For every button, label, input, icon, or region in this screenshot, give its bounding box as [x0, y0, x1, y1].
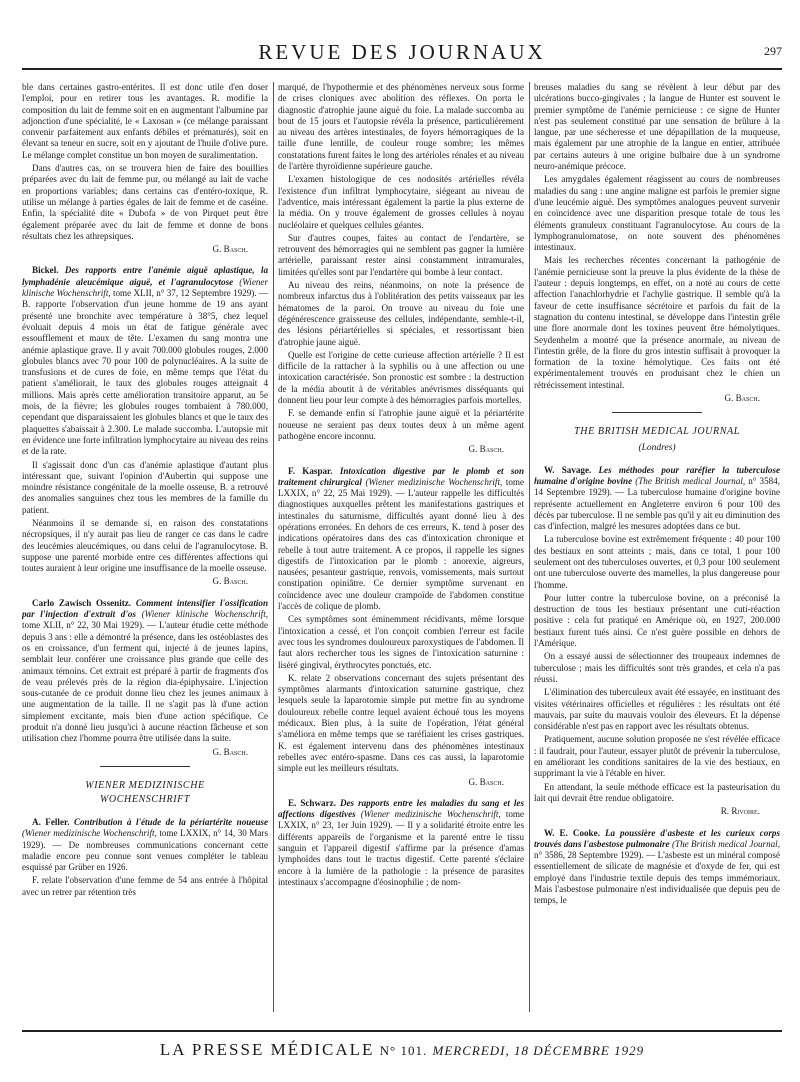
footer-issue-number: N° 101.: [379, 1043, 428, 1058]
footer-rule: [22, 1030, 782, 1032]
section-rule: [612, 412, 702, 413]
abstract-entry: [534, 465, 780, 533]
journal-heading: [22, 779, 268, 807]
abstract-entry: [22, 817, 268, 873]
entry-source: (Wiener klinische Wochenschrift,: [22, 276, 268, 299]
abstract-entry: [278, 466, 524, 613]
column-left: [22, 82, 268, 1022]
page-footer: [22, 1040, 782, 1060]
paragraph: On a essayé aussi de sélectionner des troupeaux indemnes de tuberculose ; mais les difficultés sont très grandes, et cela n'a pas réussi.: [534, 651, 780, 684]
journal-location: (Londres): [638, 443, 676, 454]
paragraph: marqué, de l'hypothermie et des phénomènes nerveux sous forme de crises cloniques avec abolition des réflexes. On porta le diagnostic d'atrophie jaune aiguë du foie. La malade succomba au bout de 15 jours et l'autopsie révéla la présence, particulièrement au niveau des artères intestinales, de foyers hémorragiques de la taille d'une lentille, de couleur rouge sombre; les mêmes constatations furent faites le long des artérioles rénales et au niveau de l'artère thyroïdienne supérieure gauche.: [278, 82, 524, 172]
paragraph: Quelle est l'origine de cette curieuse affection artérielle ? Il est difficile de la rattacher à la syphilis ou à une affection ou une intoxication caractérisée. Son pronostic est sombre : la destruction de la média aboutit à de véritables anévrismes disséquants qui donnent lieu pour leur compte à des hémorragies parfois mortelles.: [278, 349, 524, 406]
paragraph: Pour lutter contre la tuberculose bovine, on a préconisé la destruction de tous les bestiaux présentant une cuti-réaction positive : cela fut pratiqué en Amérique où, en 1927, 200.000 bestiaux furent tués ainsi. Ce n'est guère possible en dehors de l'Amérique.: [534, 592, 780, 649]
entry-source: (Wiener medizinische Wochenschrift,: [360, 809, 501, 820]
entry-author: F. Kaspar.: [288, 465, 333, 476]
paragraph: Mais les recherches récentes concernant la pathogénie de l'anémie pernicieuse sont la preuve la plus évidente de la thèse de l'auteur : depuis longtemps, en effet, on a noté au cours de cette affection l'anachlorhydrie et l'achylie gastrique. Il semble qu'à la faveur de cette insuffisance sécrétoire et parfois du fait de la stagnation du contenu intestinal, se développe dans l'intestin grêle une flore anormale dont les toxines peuvent être hémolytiques. Seydenhelm a montré que la présence anormale, au niveau de l'intestin grêle, de la flore du gros intestin suffisait à provoquer la formation de la toxine hémolytique. Ces faits ont été expérimentalement trouvés en produisant chez le chien un rétrécissement intestinal.: [534, 255, 780, 390]
paragraph: K. relate 2 observations concernant des sujets présentant des symptômes alarmants d'intoxication saturnine gastrique, chez lesquels seule la laparotomie simple put mettre fin au syndrome douloureux rebelle contre lequel avaient échoué tous les moyens médicaux. Bien plus, à la suite de l'opération, l'état général s'améliora en même temps que se raréfiaient les crises gastriques. K. est également intervenu dans des phénomènes intestinaux rebelles avec entéro-spasme. Dans ces cas aussi, la laparotomie simple eut les meilleurs résultats.: [278, 672, 524, 774]
entry-title: Des rapports entre l'anémie aiguë aplastique, la lymphadénie aleucémique aiguë, et l'agranulocytose: [22, 265, 268, 287]
entry-title: La poussière d'asbeste et les curieux corps trouvés dans l'asbestose pulmonaire: [534, 827, 780, 849]
journal-page: [22, 0, 782, 1082]
abstract-entry: [278, 798, 524, 888]
signature: G. Basch.: [212, 746, 248, 757]
page-number: 297: [764, 44, 782, 58]
entry-text: tome LXXIX, n° 23, 1er Juin 1929). — Il y a solidarité étroite entre les différents appareils de l'organisme et la parenté entre le tissu sanguin et l'appareil digestif s'affirme par la présence d'amas lymphoïdes dans tout le tractus digestif. Cette parenté s'éclaire encore à la lumière de la pathologie : la présence de parasites intestinaux s'accompagne d'éosinophilie ; de nom-: [278, 809, 524, 887]
signature: G. Basch.: [212, 244, 248, 255]
section-rule: [100, 766, 190, 767]
journal-heading: THE BRITISH MEDICAL JOURNAL: [574, 426, 740, 438]
entry-source: (The British medical Journal,: [671, 838, 780, 849]
entry-source: (Wiener medizinische Wochenschrift,: [22, 828, 157, 839]
column-divider: [529, 82, 530, 1012]
column-right: [534, 82, 780, 1022]
paragraph: ble dans certaines gastro-entérites. Il est donc utile d'en doser l'emploi, pour en retirer tous les avantages. R. modifie la composition du lait de femme soit en en augmentant l'albumine par adjonction d'une spécialité, le « Laxosan » (ce mélange paraissant convenir parfaitement aux enfants débiles et prématurés), soit en élevant sa teneur en sucre, soit en y ajoutant de l'huile d'olive pure. Le mélange complet constitue un bon moyen de suralimentation.: [22, 82, 268, 160]
abstract-entry: [22, 265, 268, 457]
paragraph: L'examen histologique de ces nodosités artérielles révéla l'existence d'un infiltrat lymphocytaire, siégeant au niveau de l'adventice, mais intéressant également la partie la plus externe de la média. On y trouve également de grosses cellules à noyau nucléolaire et quelques cellules géantes.: [278, 174, 524, 230]
signature: R. Rivoire.: [720, 806, 760, 817]
paragraph: En attendant, la seule méthode efficace est la pasteurisation du lait qui devrait être rendue obligatoire.: [534, 781, 780, 803]
column-middle: [278, 82, 524, 1022]
paragraph: La tuberculose bovine est extrêmement fréquente : 40 pour 100 des bestiaux en sont atteints ; mais, dans ce total, 1 pour 100 seulement ont des tuberculoses ouvertes, et 0,3 pour 100 seulement ont une tuberculose ouverte des mamelles, la plus dangereuse pour l'homme.: [534, 534, 780, 590]
entry-author: Bickel.: [32, 265, 59, 276]
footer-journal: LA PRESSE MÉDICALE: [159, 1040, 375, 1059]
entry-author: A. Feller.: [32, 816, 70, 827]
entry-title: Des rapports entre les maladies du sang et les affections digestives: [278, 797, 524, 820]
entry-text: n° 3586, 28 Septembre 1929). — L'asbeste est un minéral composé essentiellement de silicate de magnésie et d'oxyde de fer, qui est employé dans l'industrie textile depuis des temps immémoriaux. Mais l'asbestose pulmonaire n'est individualisée que depuis peu de temps, le: [534, 850, 780, 906]
paragraph: breuses maladies du sang se révèlent à leur début par des ulcérations bucco-gingivales ; la langue de Hunter est souvent le premier symptôme de l'anémie pernicieuse : ce signe de Hunter n'est pas seulement constitué par une sensation de brûlure à la langue, par une sécheresse et une dépapillation de la muqueuse, mais également par une atrophie de la langue en entier, attribuée par certains auteurs à une origine bulbaire due à un syndrome neuro-anémique précoce.: [534, 82, 780, 172]
entry-title: Les méthodes pour raréfier la tuberculose humaine d'origine bovine: [534, 464, 780, 486]
abstract-entry: [22, 598, 268, 745]
entry-text: tome XLII, n° 37, 12 Septembre 1929). — B. rapporte l'observation d'un jeune homme de 19 ans ayant présenté une bronchite avec température à 38°5, chez lequel évoluait depuis 4 mois un état de fatigue générale avec essoufflement et maux de tête. L'examen du sang montra une anémie aplastique grave. Il y avait 700.000 globules rouges, 2.000 globules blancs avec 70 pour 100 de polynucléaires. A la suite de transfusions et de cures de foie, en même temps que l'état du patient s'améliorait, le taux des globules rouges atteignait 4 millions. Mais après cette amélioration transitoire apparut, au 5e mois, de la fièvre; les globules rouges tombaient à 780.000, cependant que disparaissaient les globules blancs et que le taux des plaquettes s'abaissait à 2.300. Le malade succomba. L'autopsie mit en évidence une forte infiltration lymphocytaire au niveau des reins et de la rate.: [22, 288, 268, 457]
entry-text: tome LXXIX, n° 14, 30 Mars 1929). — De nombreuses communications concernant cette maladie encore peu connue sont venues compléter le tableau esquissé par Grüber en 1926.: [22, 828, 268, 873]
paragraph: Au niveau des reins, néanmoins, on note la présence de nombreux infarctus dus à l'oblitération des petits vaisseaux par les hématomes de la paroi. On trouve au niveau du foie une dégénérescence graisseuse des cellules, indépendante, semble-t-il, des lésions périartérielles si spéciales, et ressortissant bien d'atrophie jaune aiguë.: [278, 280, 524, 347]
signature: G. Basch.: [468, 776, 504, 787]
entry-author: W. E. Cooke.: [544, 827, 600, 838]
entry-text: tome XLII, n° 22, 30 Mai 1929). — L'auteur étudie cette méthode depuis 3 ans : elle a démontré la présence, dans les ostéoblastes des os en croissance, d'un ferment qui, injecté à de jeunes lapins, semblait leur conférer une croissance plus grande que celle des animaux témoins. Cet extrait est préparé à partir de fragments d'os de veau prélevés près de la région dia-épiphysaire. L'injection sous-cutanée de ce produit donne lieu chez les jeunes animaux à une augmentation de la taille. Il ne s'agit pas là d'une action simplement excitante, mais bien d'une action spécifique. Ce produit n'a donné lieu jusqu'ici à aucune réaction fâcheuse et son utilisation chez l'homme pourra être utilisée dans la suite.: [22, 620, 268, 744]
entry-text: n° 3584, 14 Septembre 1929). — La tuberculose humaine d'origine bovine représente actuellement en Angleterre environ 6 pour 100 des décès par tuberculose. Il ne semble pas qu'il y ait eu diminution des cas d'infection, malgré les mesures adoptées dans ce but.: [534, 475, 780, 532]
entry-author: W. Savage.: [544, 464, 592, 475]
signature: G. Basch.: [468, 444, 504, 455]
paragraph: Dans d'autres cas, on se trouvera bien de faire des bouillies préparées avec du lait de femme pur, ou mélangé au lait de vache en proportions variables; dans certains cas d'entéro-toxique, R. utilise un mélange à parties égales de lait de femme et de caséine. Enfin, la spécialité dite « Dubofa » de von Pirquet peut être également préparée avec du lait de femme et donne de bons résultats chez les athrepsiques.: [22, 163, 268, 241]
page-title: REVUE DES JOURNAUX: [258, 40, 546, 64]
paragraph: F. relate l'observation d'une femme de 54 ans entrée à l'hôpital avec un retrer par rétention très: [22, 875, 268, 897]
paragraph: F. se demande enfin si l'atrophie jaune aiguë et la périartérite noueuse ne seraient pas deux toutes deux à un même agent pathogène encore inconnu.: [278, 408, 524, 441]
journal-name-line2: WOCHENSCHRIFT: [99, 793, 191, 805]
paragraph: Néanmoins il se demande si, en raison des constatations nécropsiques, il n'y aurait pas lieu de ranger ce cas dans le cadre des leucémies aleucémiques, ou dans celui de l'agranulocytose. B. suppose une parenté morbide entre ces différentes affections qui toutes auraient à leur origine une insuffisance de la moelle osseuse.: [22, 517, 268, 574]
entry-title: Intoxication digestive par le plomb et son traitement chirurgical: [278, 465, 524, 487]
paragraph: Les amygdales également réagissent au cours de nombreuses maladies du sang : une angine maligne est parfois le premier signe d'une leucémie aiguë. Des symptômes analogues peuvent survenir en coïncidence avec une disparition presque totale de tous les éléments granuleux constituant l'agranulocytose. Au cours de la lymphogranulomatose, on note souvent des phénomènes intestinaux.: [534, 174, 780, 253]
paragraph: Ces symptômes sont éminemment récidivants, même lorsque l'intoxication a cessé, et l'on conçoit combien l'erreur est facile avec tous les syndromes douloureux paroxystiques de l'abdomen. Il faut alors rechercher tous les signes de l'intoxication saturnine : liséré gingival, érythrocytes ponctués, etc.: [278, 614, 524, 670]
entry-author: E. Schwarz.: [288, 797, 336, 808]
entry-title: Comment intensifier l'ossification par l'injection d'extrait d'os: [22, 597, 268, 620]
entry-source: (Wiener klinische Wochenschrift,: [141, 609, 268, 620]
article-columns: [22, 82, 782, 1022]
signature: G. Basch.: [724, 393, 760, 404]
journal-name: WIENER MEDIZINISCHE: [85, 779, 205, 791]
abstract-entry: [534, 828, 780, 907]
paragraph: Il s'agissait donc d'un cas d'anémie aplastique d'autant plus intéressant que, suivant l'opinion d'Aubertin qui suppose une moindre résistance congénitale de la moelle osseuse, B. a retrouvé des anomalies sanguines chez tous les membres de la famille du patient.: [22, 459, 268, 515]
paragraph: Sur d'autres coupes, faites au contact de l'endartère, se retrouvent des hémorragies qui ne semblent pas gagner la lumière artérielle, paraissant rester ainsi constamment intramurales, limitées qu'elles sont par l'endartère qui bombe à leur contact.: [278, 232, 524, 277]
paragraph: L'élimination des tuberculeux avait été essayée, en instituant des visites vétérinaires officielles et régulières : les résultats ont été mauvais, par suite du mauvais vouloir des éleveurs. Et la dépense considérable n'est pas en rapport avec les résultats obtenus.: [534, 687, 780, 732]
header-rule: [22, 68, 782, 70]
column-divider: [273, 82, 274, 1012]
entry-text: tome LXXIX, n° 22, 25 Mai 1929). — L'auteur rappelle les difficultés diagnostiques auxquelles prêtent les manifestations gastriques et intestinales du saturnisme, difficultés ayant donné lieu à des opérations erronées. En dehors de ces erreurs, K. tend à poser des indications opératoires dans des cas d'intoxication chronique et rebelle à tout autre traitement. A ce propos, il rappelle les signes digestifs de l'intoxication par le plomb : anorexie, aigreurs, nausées, pesanteur gastrique, renvois, vomissements, mais surtout constipation opiniâtre. Ce dernier symptôme survenant en coïncidence avec une douleur crampoïde de l'abdomen constitue l'accès de colique de plomb.: [278, 476, 524, 612]
entry-source: (Wiener medizinische Wochenschrift,: [365, 476, 503, 487]
signature: G. Basch.: [212, 576, 248, 587]
running-head: [22, 40, 782, 64]
paragraph: Pratiquement, aucune solution proposée ne s'est révélée efficace : il faudrait, pour l'auteur, essayer plutôt de prévenir la tuberculose, en améliorant les conditions sanitaires de la vie des bestiaux, en supprimant la vie à l'étable en hiver.: [534, 734, 780, 779]
entry-source: (The British medical Journal,: [635, 475, 746, 486]
entry-author: Carlo Zawisch Ossenitz.: [32, 597, 132, 608]
footer-date: MERCREDI, 18 DÉCEMBRE 1929: [432, 1043, 645, 1058]
entry-title: Contribution à l'étude de la périartérite noueuse: [73, 816, 268, 827]
